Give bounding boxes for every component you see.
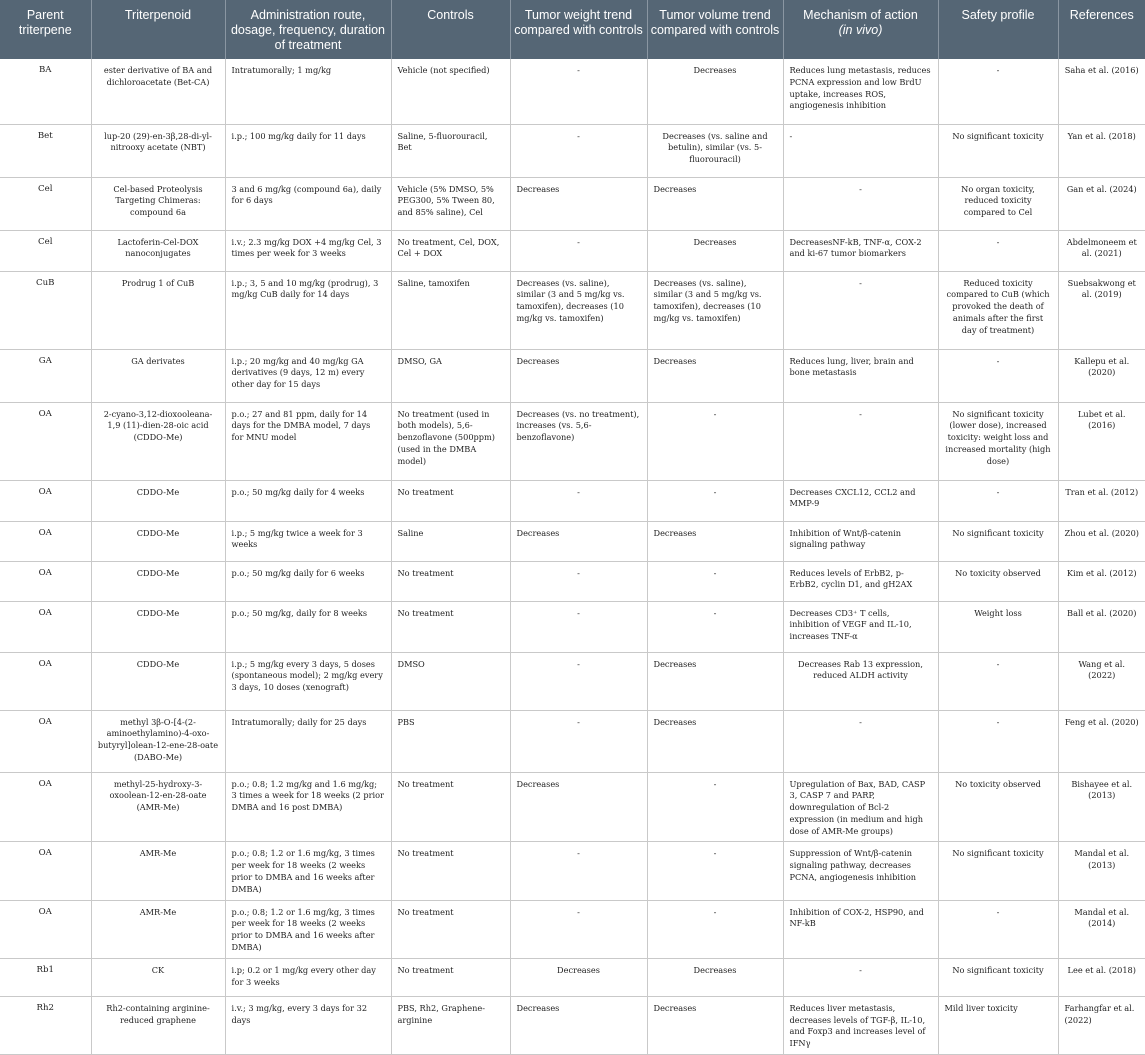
table-row (0, 59, 1145, 124)
cell-parent: BA (0, 59, 91, 124)
cell-triterpenoid: CK (91, 958, 225, 996)
cell-admin: p.o.; 50 mg/kg, daily for 8 weeks (225, 601, 391, 652)
cell-volume: Decreases (vs. saline and betulin), similar (vs. 5-fluorouracil) (647, 124, 783, 177)
cell-parent: Rh2 (0, 996, 91, 1054)
cell-triterpenoid: lup-20 (29)-en-3β,28-di-yl-nitrooxy acetate (NBT) (91, 124, 225, 177)
cell-controls: PBS (391, 710, 510, 772)
table-row (0, 652, 1145, 710)
cell-controls: No treatment (391, 772, 510, 842)
header-references: References (1058, 0, 1145, 59)
cell-reference: Zhou et al. (2020) (1058, 521, 1145, 561)
cell-controls: No treatment (391, 480, 510, 521)
cell-weight: Decreases (510, 958, 647, 996)
cell-triterpenoid: ester derivative of BA and dichloroacetate (Bet-CA) (91, 59, 225, 124)
cell-triterpenoid: Lactoferin-Cel-DOX nanoconjugates (91, 230, 225, 271)
cell-parent: OA (0, 900, 91, 958)
table-row (0, 900, 1145, 958)
cell-reference: Mandal et al. (2014) (1058, 900, 1145, 958)
cell-volume: - (647, 772, 783, 842)
cell-mechanism: - (783, 177, 938, 230)
cell-volume: Decreases (647, 349, 783, 402)
header-row (0, 0, 1145, 59)
cell-parent: OA (0, 601, 91, 652)
cell-reference: Feng et al. (2020) (1058, 710, 1145, 772)
cell-admin: i.p.; 3, 5 and 10 mg/kg (prodrug), 3 mg/kg CuB daily for 14 days (225, 271, 391, 349)
cell-weight: Decreases (510, 177, 647, 230)
cell-weight: - (510, 842, 647, 900)
cell-reference: Lubet et al. (2016) (1058, 402, 1145, 480)
cell-controls: Vehicle (5% DMSO, 5% PEG300, 5% Tween 80, and 85% saline), Cel (391, 177, 510, 230)
cell-safety: Mild liver toxicity (938, 996, 1058, 1054)
cell-mechanism: DecreasesNF-kB, TNF-α, COX-2 and ki-67 tumor biomarkers (783, 230, 938, 271)
cell-mechanism: Reduces levels of ErbB2, p-ErbB2, cyclin D1, and gH2AX (783, 561, 938, 601)
cell-controls: No treatment (391, 842, 510, 900)
cell-safety: No significant toxicity (938, 124, 1058, 177)
cell-mechanism: - (783, 958, 938, 996)
cell-parent: Cel (0, 177, 91, 230)
cell-safety: Weight loss (938, 601, 1058, 652)
cell-reference: Gan et al. (2024) (1058, 177, 1145, 230)
table-row (0, 601, 1145, 652)
cell-parent: OA (0, 402, 91, 480)
cell-safety: No toxicity observed (938, 561, 1058, 601)
cell-mechanism: Decreases CD3⁺ T cells, inhibition of VEGF and IL-10, increases TNF-α (783, 601, 938, 652)
cell-controls: Vehicle (not specified) (391, 59, 510, 124)
cell-safety: Reduced toxicity compared to CuB (which provoked the death of animals after the first day of treatment) (938, 271, 1058, 349)
cell-controls: Saline (391, 521, 510, 561)
cell-volume: Decreases (647, 710, 783, 772)
cell-mechanism: Inhibition of COX-2, HSP90, and NF-kB (783, 900, 938, 958)
cell-mechanism: Decreases CXCL12, CCL2 and MMP-9 (783, 480, 938, 521)
cell-parent: Cel (0, 230, 91, 271)
cell-controls: No treatment, Cel, DOX, Cel + DOX (391, 230, 510, 271)
cell-triterpenoid: CDDO-Me (91, 652, 225, 710)
header-controls: Controls (391, 0, 510, 59)
cell-parent: CuB (0, 271, 91, 349)
table-row (0, 480, 1145, 521)
header-tumor-volume: Tumor volume trend compared with controls (647, 0, 783, 59)
cell-weight: - (510, 59, 647, 124)
table-row (0, 349, 1145, 402)
cell-volume: - (647, 601, 783, 652)
cell-safety: - (938, 230, 1058, 271)
cell-triterpenoid: AMR-Me (91, 842, 225, 900)
cell-safety: - (938, 710, 1058, 772)
cell-controls: No treatment (391, 900, 510, 958)
table-row (0, 772, 1145, 842)
cell-admin: 3 and 6 mg/kg (compound 6a), daily for 6 days (225, 177, 391, 230)
cell-safety: No significant toxicity (938, 521, 1058, 561)
cell-admin: Intratumorally; daily for 25 days (225, 710, 391, 772)
cell-reference: Suebsakwong et al. (2019) (1058, 271, 1145, 349)
cell-mechanism: Decreases Rab 13 expression, reduced ALDH activity (783, 652, 938, 710)
cell-triterpenoid: AMR-Me (91, 900, 225, 958)
cell-parent: OA (0, 842, 91, 900)
cell-mechanism: Suppression of Wnt/β-catenin signaling pathway, decreases PCNA, angiogenesis inhibition (783, 842, 938, 900)
cell-volume: Decreases (647, 652, 783, 710)
header-administration: Administration route, dosage, frequency, duration of treatment (225, 0, 391, 59)
cell-triterpenoid: Prodrug 1 of CuB (91, 271, 225, 349)
table-row (0, 402, 1145, 480)
cell-safety: - (938, 59, 1058, 124)
cell-reference: Mandal et al. (2013) (1058, 842, 1145, 900)
cell-volume: Decreases (647, 958, 783, 996)
cell-safety: - (938, 900, 1058, 958)
table-row (0, 561, 1145, 601)
cell-weight: Decreases (vs. no treatment), increases (vs. 5,6-benzoflavone) (510, 402, 647, 480)
cell-volume: Decreases (647, 230, 783, 271)
cell-reference: Farhangfar et al. (2022) (1058, 996, 1145, 1054)
header-mechanism-main: Mechanism of action (803, 8, 918, 22)
cell-volume: - (647, 480, 783, 521)
cell-parent: OA (0, 561, 91, 601)
cell-volume: Decreases (vs. saline), similar (3 and 5 mg/kg vs. tamoxifen), decreases (10 mg/kg vs. tamoxifen) (647, 271, 783, 349)
cell-triterpenoid: GA derivates (91, 349, 225, 402)
cell-weight: Decreases (vs. saline), similar (3 and 5 mg/kg vs. tamoxifen), decreases (10 mg/kg vs. tamoxifen) (510, 271, 647, 349)
cell-controls: Saline, tamoxifen (391, 271, 510, 349)
header-tumor-weight: Tumor weight trend compared with controls (510, 0, 647, 59)
cell-reference: Kim et al. (2012) (1058, 561, 1145, 601)
cell-volume: - (647, 561, 783, 601)
cell-reference: Bishayee et al. (2013) (1058, 772, 1145, 842)
cell-reference: Kallepu et al. (2020) (1058, 349, 1145, 402)
table-row (0, 996, 1145, 1054)
cell-controls: No treatment (391, 561, 510, 601)
cell-volume: Decreases (647, 59, 783, 124)
cell-reference: Abdelmoneem et al. (2021) (1058, 230, 1145, 271)
cell-admin: i.p.; 20 mg/kg and 40 mg/kg GA derivatives (9 days, 12 m) every other day for 15 days (225, 349, 391, 402)
cell-weight: - (510, 900, 647, 958)
cell-triterpenoid: CDDO-Me (91, 521, 225, 561)
cell-controls: DMSO, GA (391, 349, 510, 402)
cell-triterpenoid: CDDO-Me (91, 561, 225, 601)
cell-admin: p.o.; 0.8; 1.2 or 1.6 mg/kg, 3 times per week for 18 weeks (2 weeks prior to DMBA and 16 weeks after DMBA) (225, 842, 391, 900)
cell-admin: Intratumorally; 1 mg/kg (225, 59, 391, 124)
cell-parent: OA (0, 772, 91, 842)
cell-controls: No treatment (391, 958, 510, 996)
cell-triterpenoid: Cel-based Proteolysis Targeting Chimeras: compound 6a (91, 177, 225, 230)
cell-controls: PBS, Rh2, Graphene-arginine (391, 996, 510, 1054)
cell-admin: i.p.; 100 mg/kg daily for 11 days (225, 124, 391, 177)
header-mechanism (783, 0, 938, 59)
cell-admin: p.o.; 50 mg/kg daily for 4 weeks (225, 480, 391, 521)
cell-parent: OA (0, 710, 91, 772)
cell-triterpenoid: methyl 3β-O-[4-(2-aminoethylamino)-4-oxo-butyryl]olean-12-ene-28-oate (DABO-Me) (91, 710, 225, 772)
cell-reference: Wang et al. (2022) (1058, 652, 1145, 710)
cell-weight: - (510, 710, 647, 772)
cell-weight: Decreases (510, 349, 647, 402)
cell-reference: Tran et al. (2012) (1058, 480, 1145, 521)
header-parent-triterpene: Parent triterpene (0, 0, 91, 59)
cell-safety: - (938, 652, 1058, 710)
cell-mechanism: - (783, 710, 938, 772)
cell-admin: p.o.; 0.8; 1.2 mg/kg and 1.6 mg/kg; 3 times a week for 18 weeks (2 prior DMBA and 16 post DMBA) (225, 772, 391, 842)
cell-weight: - (510, 124, 647, 177)
table-row (0, 177, 1145, 230)
cell-reference: Saha et al. (2016) (1058, 59, 1145, 124)
cell-reference: Yan et al. (2018) (1058, 124, 1145, 177)
cell-safety: No toxicity observed (938, 772, 1058, 842)
cell-mechanism: Reduces liver metastasis, decreases levels of TGF-β, IL-10, and Foxp3 and increases level of IFNγ (783, 996, 938, 1054)
cell-safety: No significant toxicity (lower dose), increased toxicity: weight loss and increased mortality (high dose) (938, 402, 1058, 480)
table-row (0, 521, 1145, 561)
cell-mechanism: - (783, 402, 938, 480)
cell-volume: - (647, 402, 783, 480)
cell-controls: No treatment (391, 601, 510, 652)
cell-volume: Decreases (647, 521, 783, 561)
table-row (0, 230, 1145, 271)
cell-controls: No treatment (used in both models), 5,6-benzoflavone (500ppm) (used in the DMBA model) (391, 402, 510, 480)
cell-mechanism: - (783, 124, 938, 177)
cell-volume: Decreases (647, 177, 783, 230)
cell-safety: - (938, 349, 1058, 402)
cell-triterpenoid: CDDO-Me (91, 601, 225, 652)
table-row (0, 710, 1145, 772)
cell-controls: Saline, 5-fluorouracil, Bet (391, 124, 510, 177)
cell-admin: i.v.; 3 mg/kg, every 3 days for 32 days (225, 996, 391, 1054)
cell-safety: No organ toxicity, reduced toxicity compared to Cel (938, 177, 1058, 230)
cell-mechanism: Reduces lung, liver, brain and bone metastasis (783, 349, 938, 402)
cell-parent: OA (0, 480, 91, 521)
cell-mechanism: Inhibition of Wnt/β-catenin signaling pathway (783, 521, 938, 561)
cell-mechanism: Reduces lung metastasis, reduces PCNA expression and low BrdU uptake, increases ROS, angiogenesis inhibition (783, 59, 938, 124)
cell-admin: p.o.; 50 mg/kg daily for 6 weeks (225, 561, 391, 601)
cell-mechanism: - (783, 271, 938, 349)
cell-parent: Bet (0, 124, 91, 177)
cell-safety: No significant toxicity (938, 842, 1058, 900)
cell-weight: - (510, 561, 647, 601)
cell-volume: Decreases (647, 996, 783, 1054)
cell-admin: i.p; 0.2 or 1 mg/kg every other day for 3 weeks (225, 958, 391, 996)
table-row (0, 271, 1145, 349)
cell-parent: GA (0, 349, 91, 402)
header-safety: Safety profile (938, 0, 1058, 59)
cell-weight: - (510, 652, 647, 710)
cell-admin: i.v.; 2.3 mg/kg DOX +4 mg/kg Cel, 3 times per week for 3 weeks (225, 230, 391, 271)
cell-admin: p.o.; 27 and 81 ppm, daily for 14 days for the DMBA model, 7 days for MNU model (225, 402, 391, 480)
cell-triterpenoid: CDDO-Me (91, 480, 225, 521)
cell-weight: Decreases (510, 996, 647, 1054)
table-row (0, 842, 1145, 900)
cell-triterpenoid: 2-cyano-3,12-dioxooleana-1,9 (11)-dien-28-oic acid (CDDO-Me) (91, 402, 225, 480)
cell-triterpenoid: Rh2-containing arginine-reduced graphene (91, 996, 225, 1054)
cell-admin: i.p.; 5 mg/kg twice a week for 3 weeks (225, 521, 391, 561)
header-mechanism-sub: (in vivo) (838, 23, 883, 37)
table-row (0, 124, 1145, 177)
cell-reference: Lee et al. (2018) (1058, 958, 1145, 996)
cell-reference: Ball et al. (2020) (1058, 601, 1145, 652)
cell-volume: - (647, 900, 783, 958)
header-triterpenoid: Triterpenoid (91, 0, 225, 59)
cell-admin: i.p.; 5 mg/kg every 3 days, 5 doses (spontaneous model); 2 mg/kg every 3 days, 10 doses (xenograft) (225, 652, 391, 710)
cell-parent: OA (0, 652, 91, 710)
cell-weight: - (510, 601, 647, 652)
cell-triterpenoid: methyl-25-hydroxy-3-oxoolean-12-en-28-oate (AMR-Me) (91, 772, 225, 842)
cell-mechanism: Upregulation of Bax, BAD, CASP 3, CASP 7 and PARP, downregulation of Bcl-2 expression (in medium and high dose of AMR-Me groups) (783, 772, 938, 842)
cell-weight: Decreases (510, 521, 647, 561)
cell-weight: Decreases (510, 772, 647, 842)
cell-safety: No significant toxicity (938, 958, 1058, 996)
cell-safety: - (938, 480, 1058, 521)
cell-weight: - (510, 480, 647, 521)
cell-parent: Rb1 (0, 958, 91, 996)
cell-weight: - (510, 230, 647, 271)
cell-volume: - (647, 842, 783, 900)
cell-controls: DMSO (391, 652, 510, 710)
cell-parent: OA (0, 521, 91, 561)
cell-admin: p.o.; 0.8; 1.2 or 1.6 mg/kg, 3 times per week for 18 weeks (2 weeks prior to DMBA and 16 weeks after DMBA) (225, 900, 391, 958)
table-row (0, 958, 1145, 996)
